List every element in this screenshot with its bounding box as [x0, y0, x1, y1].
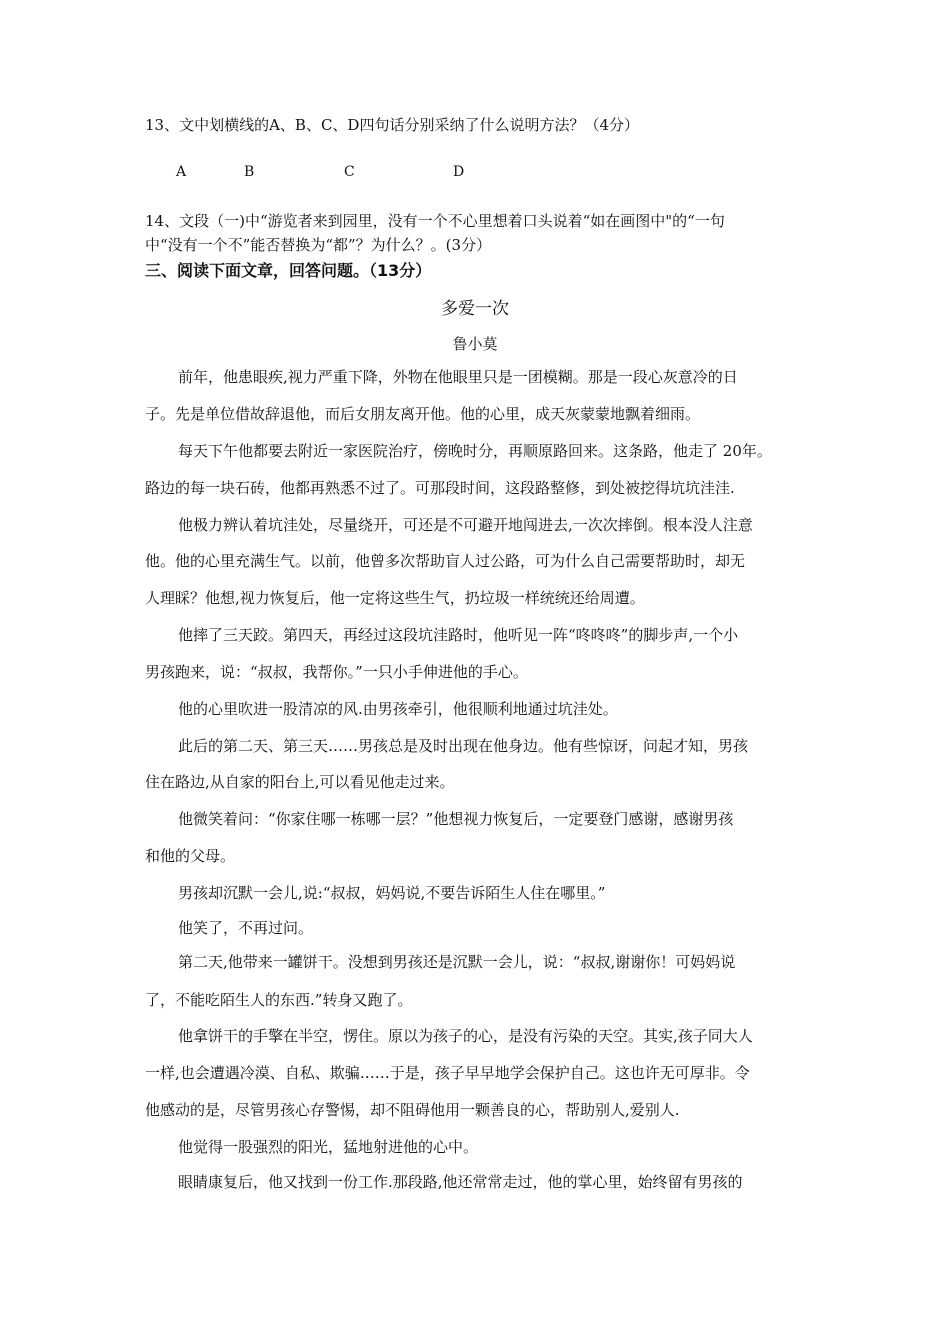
article-line: 男孩却沉默一会儿,说:“叔叔，妈妈说,不要告诉陌生人住在哪里。”	[178, 884, 606, 902]
article-line: 和他的父母。	[145, 847, 236, 865]
option-d: D	[453, 164, 465, 180]
article-line: 男孩跑来，说：“叔叔，我帮你。”一只小手伸进他的手心。	[145, 663, 528, 681]
question-14-line-1: 14、文段（一)中“游览者来到园里，没有一个不心里想着口头说着“如在画图中"的“一句	[145, 212, 725, 230]
question-13: 13、文中划横线的A、B、C、D四句话分别采纳了什么说明方法？（4分）	[145, 116, 639, 134]
article-line: 他摔了三天跤。第四天，再经过这段坑洼路时，他听见一阵“咚咚咚”的脚步声,一个小	[178, 626, 739, 644]
article-line: 一样,也会遭遇冷漠、自私、欺骗……于是，孩子早早地学会保护自己。这也许无可厚非。令	[145, 1064, 750, 1082]
article-line: 此后的第二天、第三天……男孩总是及时出现在他身边。他有些惊讶，问起才知，男孩	[178, 737, 749, 755]
article-line: 他笑了，不再过问。	[178, 919, 314, 937]
option-a: A	[176, 164, 187, 180]
article-line: 了，不能吃陌生人的东西.”转身又跑了。	[145, 991, 413, 1009]
article-line: 眼睛康复后，他又找到一份工作.那段路,他还常常走过，他的掌心里，始终留有男孩的	[178, 1173, 743, 1191]
article-line: 子。先是单位借故辞退他，而后女朋友离开他。他的心里，成天灰蒙蒙地飘着细雨。	[145, 405, 701, 423]
article-line: 他的心里吹进一股清凉的风.由男孩牵引，他很顺利地通过坑洼处。	[178, 700, 618, 718]
article-line: 每天下午他都要去附近一家医院治疗，傍晚时分，再顺原路回来。这条路，他走了 20年。	[178, 442, 772, 460]
article-line: 他觉得一股强烈的阳光，猛地射进他的心中。	[178, 1138, 479, 1156]
article-line: 他微笑着问：“你家住哪一栋哪一层？”他想视力恢复后，一定要登门感谢，感谢男孩	[178, 810, 734, 828]
article-line: 路边的每一块石砖，他都再熟悉不过了。可那段时间，这段路整修，到处被挖得坑坑洼洼.	[145, 479, 735, 497]
article-title: 多爱一次	[441, 299, 509, 319]
article-line: 住在路边,从自家的阳台上,可以看见他走过来。	[145, 773, 455, 791]
article-author: 鲁小莫	[452, 335, 498, 353]
article-line: 他拿饼干的手擎在半空，愣住。原以为孩子的心，是没有污染的天空。其实,孩子同大人	[178, 1027, 753, 1045]
article-line: 他。他的心里充满生气。以前，他曾多次帮助盲人过公路，可为什么自己需要帮助时，却无	[145, 552, 746, 570]
article-line: 第二天,他带来一罐饼干。没想到男孩还是沉默一会儿，说：“叔叔,谢谢你！可妈妈说	[178, 953, 736, 971]
section-heading: 三、阅读下面文章，回答问题。（13分）	[145, 261, 432, 280]
article-line: 他感动的是，尽管男孩心存警惕，却不阻碍他用一颗善良的心，帮助别人,爱别人.	[145, 1101, 680, 1119]
option-c: C	[344, 164, 355, 180]
article-line: 前年，他患眼疾,视力严重下降，外物在他眼里只是一团模糊。那是一段心灰意冷的日	[178, 368, 738, 386]
option-b: B	[244, 164, 255, 180]
article-line: 人理睬？他想,视力恢复后，他一定将这些生气，扔垃圾一样统统还给周遭。	[145, 589, 645, 607]
question-14-line-2: 中“没有一个不”能否替换为“都”？为什么？。(3分）	[145, 236, 492, 254]
article-line: 他极力辨认着坑洼处，尽量绕开，可还是不可避开地闯进去,一次次摔倒。根本没人注意	[178, 516, 753, 534]
